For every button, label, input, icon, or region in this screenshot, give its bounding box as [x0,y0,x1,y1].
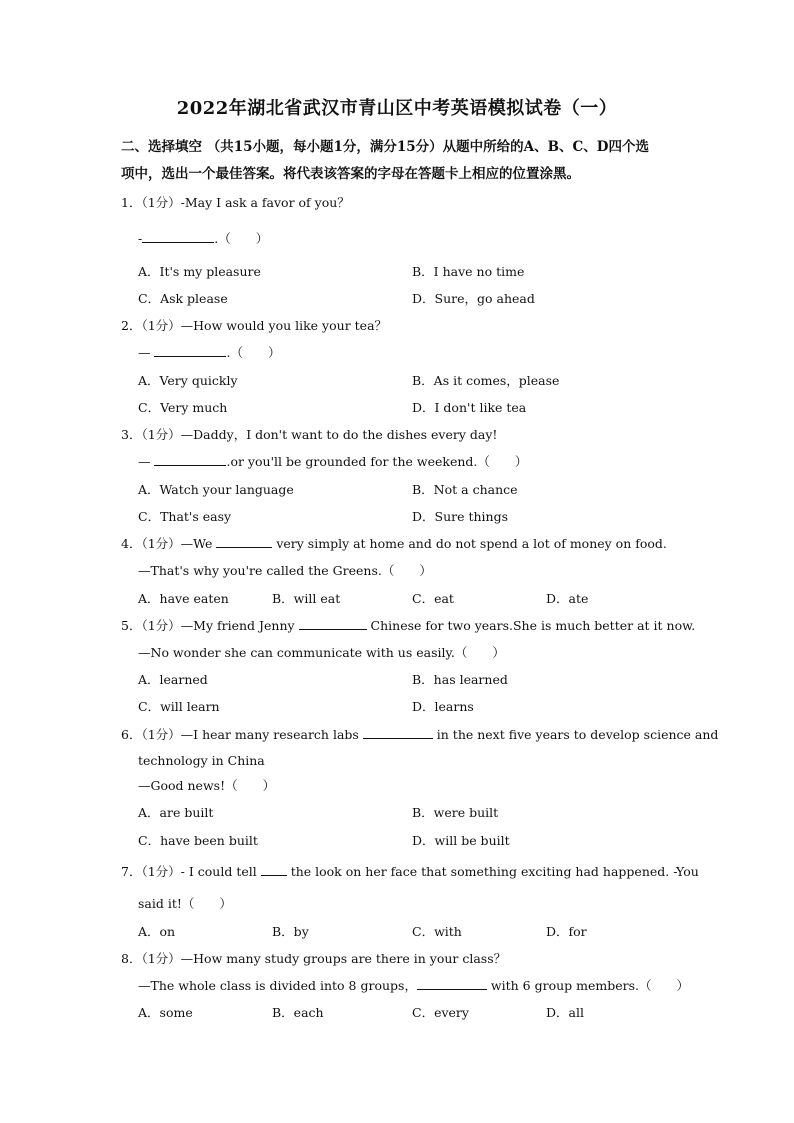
section-heading-line2: 项中，选出一个最佳答案。将代表该答案的字母在答题卡上相应的位置涂黑。 [121,166,580,182]
question-text-prefix: —My friend Jenny [180,618,299,633]
question-2-stem [121,317,387,335]
question-text-prefix: —We [180,536,217,551]
question-5-response: —No wonder she can communicate with us easily.（ ） [138,645,505,660]
question-3-option-b: B．Not a chance [412,482,518,497]
question-number: 5．（1分） [121,618,181,633]
question-text: —Daddy，I don't want to do the dishes every day! [180,427,498,442]
question-text-suffix: the look on her face that something exciting had happened. -You [286,864,699,879]
question-text: —How many study groups are there in your class？ [180,951,507,966]
answer-blank [299,617,367,630]
section-heading-line1: 二、选择填空 （共15小题，每小题1分，满分15分）从题中所给的A、B、C、D四个选 [121,139,650,155]
question-6-response: —Good news!（ ） [138,778,276,793]
answer-blank [363,726,433,739]
answer-blank [261,863,287,876]
answer-suffix: .（ ） [226,345,281,360]
question-1-option-b: B．I have no time [412,264,525,279]
question-number: 8．（1分） [121,951,181,966]
answer-blank [154,344,226,357]
question-1-option-a: A．It's my pleasure [138,264,261,279]
question-2-option-a: A．Very quickly [138,373,238,388]
question-2-option-c: C．Very much [138,400,228,415]
question-7-option-d: D．for [546,924,587,939]
question-1-option-c: C．Ask please [138,291,228,306]
question-text-suffix: in the next five years to develop science and [432,727,719,742]
question-number: 1．（1分） [121,195,181,210]
question-4-option-c: C．eat [412,591,454,606]
question-6-option-c: C．have been built [138,833,258,848]
question-1-stem [121,194,350,212]
question-8-option-c: C．every [412,1005,469,1020]
question-4-response: —That's why you're called the Greens.（ ） [138,563,432,578]
question-4-option-d: D．ate [546,591,589,606]
question-number: 2．（1分） [121,318,181,333]
question-4-option-a: A．have eaten [138,591,229,606]
page-title: 2022年湖北省武汉市青山区中考英语模拟试卷（一） [176,98,618,119]
question-7-stem [121,863,699,881]
question-8-answer-line [138,977,689,995]
question-text: -May I ask a favor of you？ [180,195,350,210]
section-heading [121,134,681,188]
answer-prefix: - [138,231,143,246]
question-3-option-a: A．Watch your language [138,482,294,497]
question-3-stem [121,426,497,444]
question-7-option-c: C．with [412,924,462,939]
question-8-stem [121,950,506,968]
question-3-option-d: D．Sure things [412,509,509,524]
question-text-suffix: very simply at home and do not spend a lot of money on food. [272,536,667,551]
answer-blank [142,230,214,243]
question-5-stem [121,617,695,635]
question-2-option-b: B．As it comes，please [412,373,560,388]
question-1-option-d: D．Sure，go ahead [412,291,535,306]
question-3-option-c: C．That's easy [138,509,232,524]
question-number: 3．（1分） [121,427,181,442]
question-6-option-a: A．are built [138,805,214,820]
question-5-option-d: D．learns [412,699,474,714]
question-3-answer-line [138,453,527,471]
question-6-stem [121,726,718,744]
question-2-answer-line [138,344,280,362]
answer-suffix: .or you'll be grounded for the weekend.（ ） [226,454,528,469]
question-5-option-a: A．learned [138,672,208,687]
answer-prefix: — [138,454,155,469]
question-7-option-b: B．by [272,924,309,939]
question-8-option-d: D．all [546,1005,584,1020]
question-8-option-a: A．some [138,1005,193,1020]
question-text-prefix: - I could tell [180,864,261,879]
question-5-option-c: C．will learn [138,699,220,714]
question-number: 6．（1分） [121,727,181,742]
question-4-stem [121,535,667,553]
question-2-option-d: D．I don't like tea [412,400,527,415]
question-5-option-b: B．has learned [412,672,508,687]
question-8-option-b: B．each [272,1005,324,1020]
question-1-answer-line [138,230,268,248]
question-7-option-a: A．on [138,924,176,939]
question-7-response: said it!（ ） [138,896,232,911]
question-6-option-b: B．were built [412,805,499,820]
answer-blank [154,453,226,466]
question-text-suffix: Chinese for two years.She is much better at it now. [366,618,696,633]
question-text-prefix: —I hear many research labs [180,727,363,742]
question-6-stem-continued: technology in China [138,753,265,768]
answer-blank [417,977,487,990]
answer-suffix: with 6 group members.（ ） [486,978,689,993]
answer-prefix: — [138,345,155,360]
question-6-option-d: D．will be built [412,833,510,848]
answer-blank [216,535,272,548]
answer-suffix: .（ ） [214,231,269,246]
answer-prefix: —The whole class is divided into 8 groups， [138,978,417,993]
question-4-option-b: B．will eat [272,591,341,606]
question-number: 4．（1分） [121,536,181,551]
question-number: 7．（1分） [121,864,181,879]
question-text: —How would you like your tea？ [180,318,388,333]
